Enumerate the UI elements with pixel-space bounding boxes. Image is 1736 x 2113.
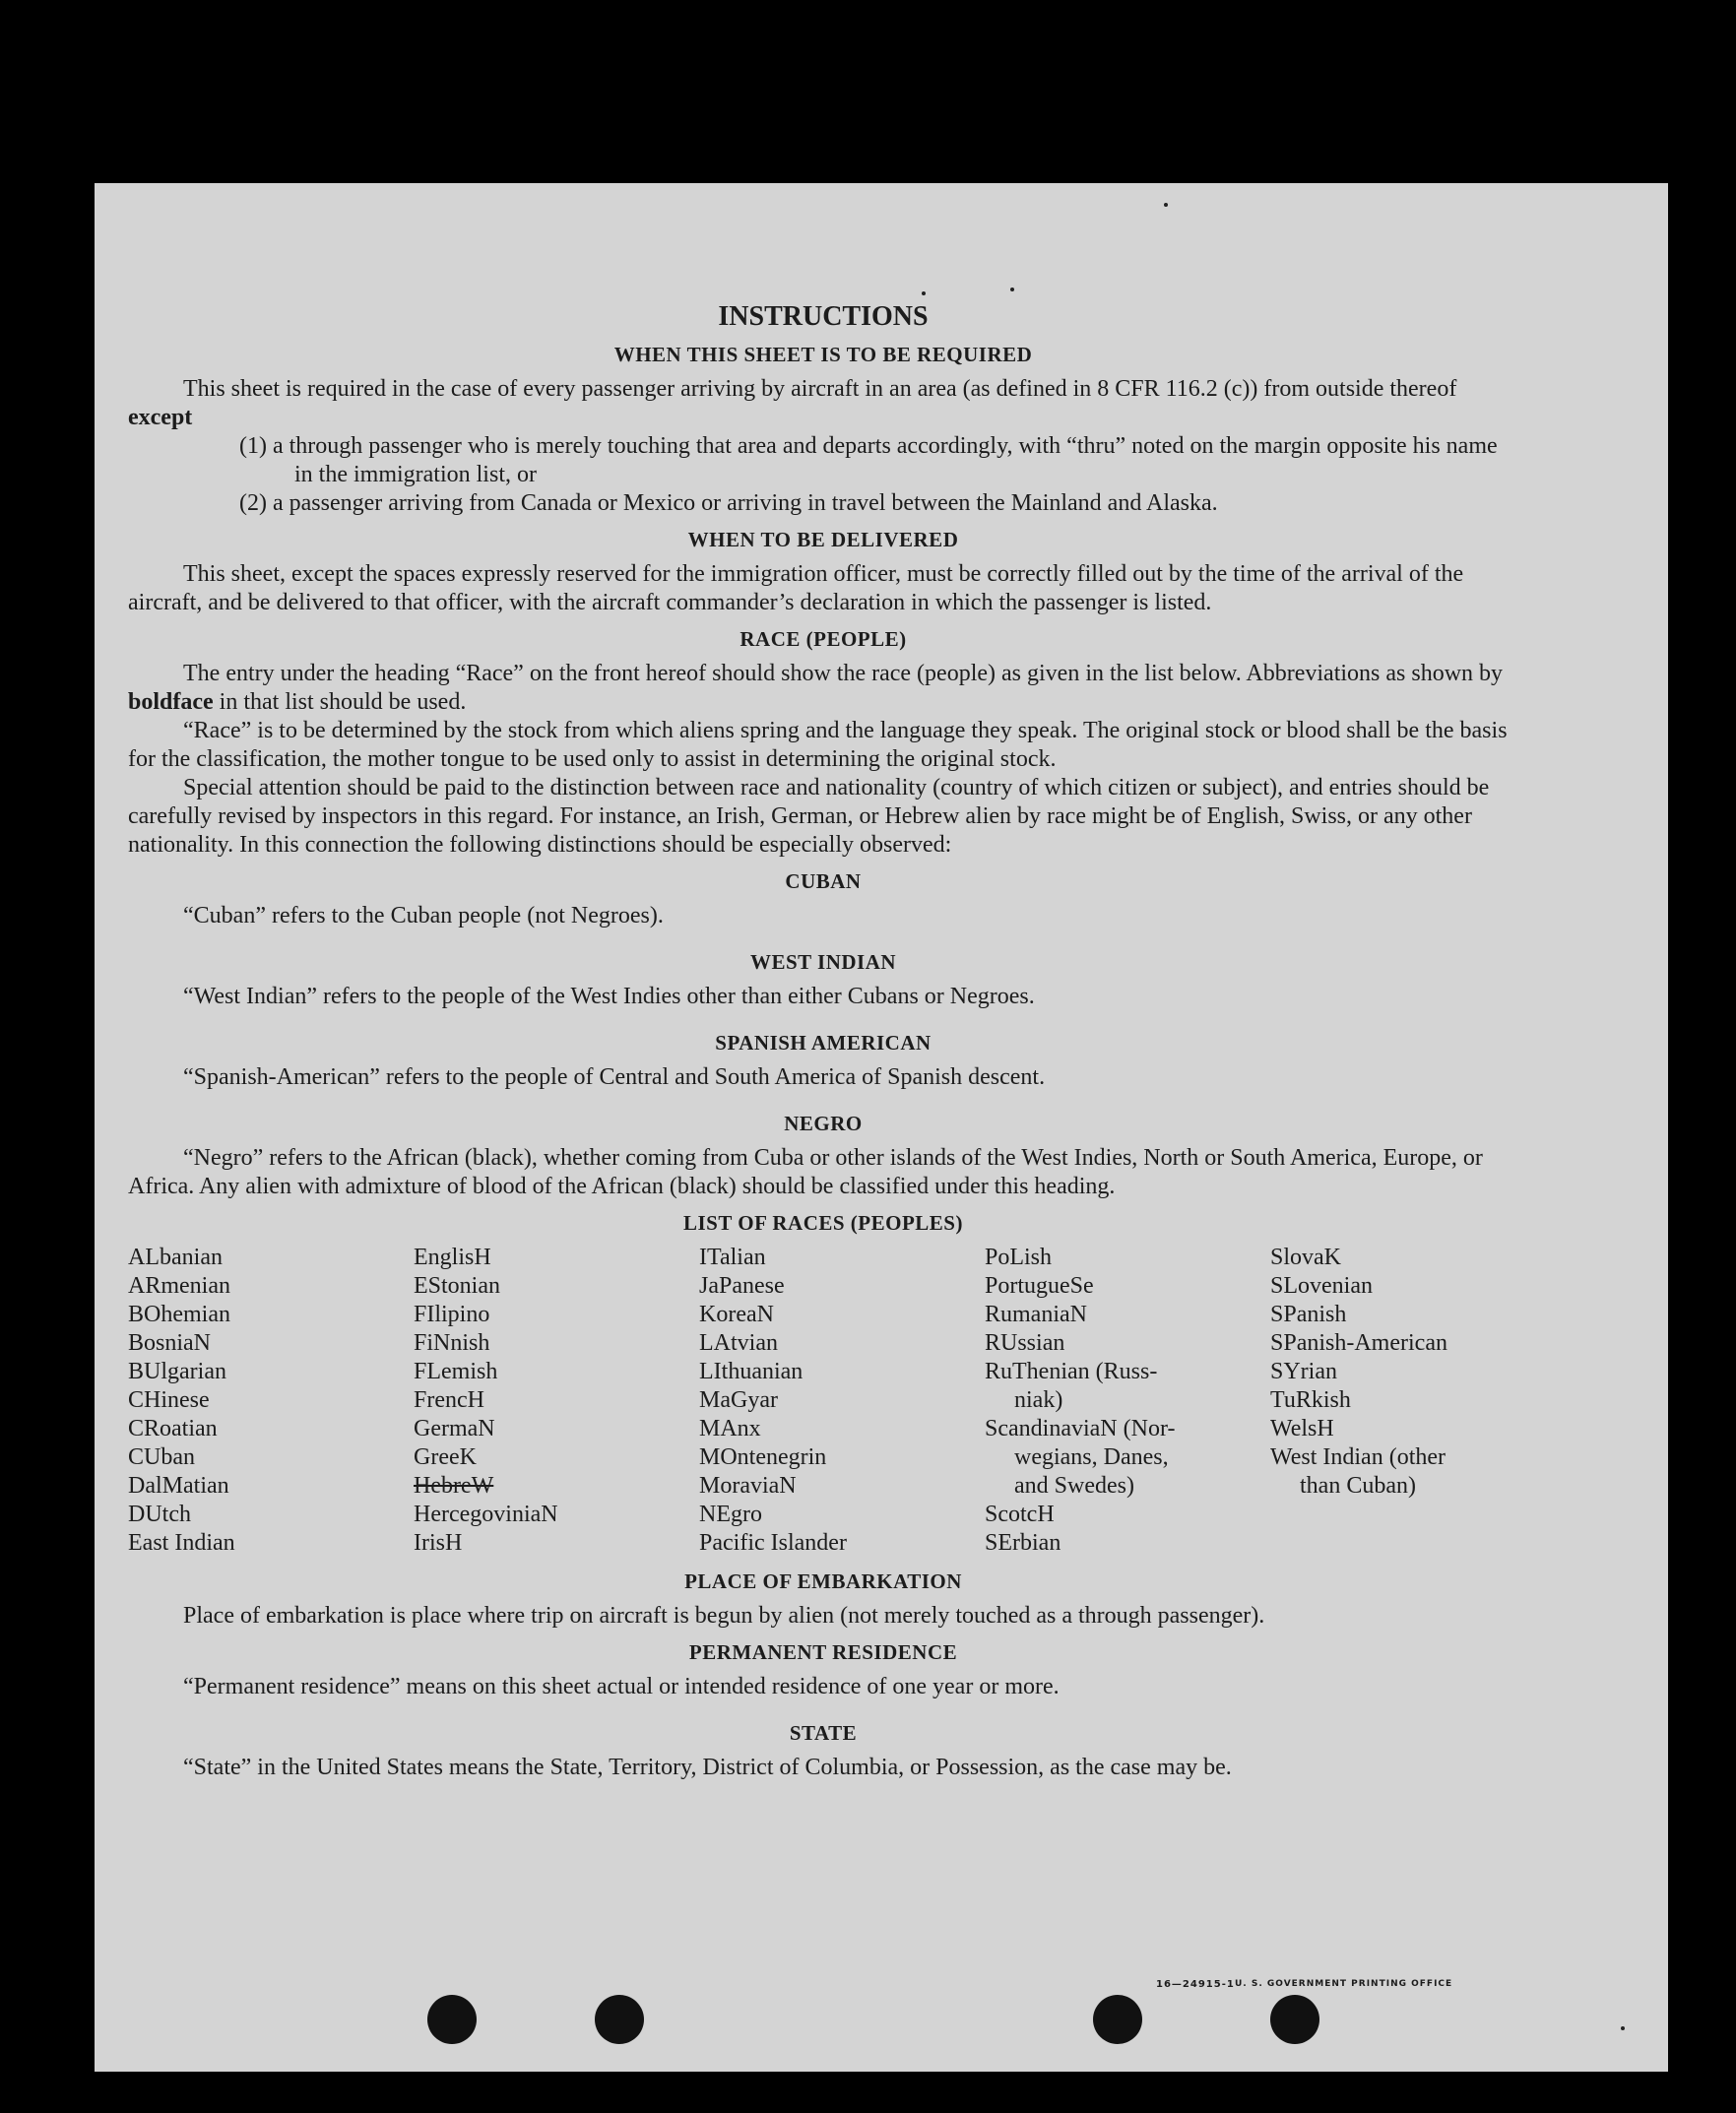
speck-mark <box>1010 288 1014 291</box>
race-item: DalMatian <box>128 1473 229 1499</box>
race-p1-boldface: boldface <box>128 689 214 715</box>
races-column-4 <box>985 1244 1270 1558</box>
race-item: Pacific Islander <box>699 1530 847 1556</box>
race-item: East Indian <box>128 1530 235 1556</box>
race-item-continued: niak) <box>1014 1387 1063 1413</box>
race-paragraph-1 <box>128 660 1518 717</box>
heading-race: RACE (PEOPLE) <box>739 627 907 651</box>
races-column-2 <box>414 1244 699 1558</box>
race-item: KoreaN <box>699 1302 774 1327</box>
heading-cuban: CUBAN <box>785 869 862 893</box>
race-item: FiNnish <box>414 1330 490 1356</box>
race-item: LIthuanian <box>699 1359 804 1384</box>
race-item: MaGyar <box>699 1387 778 1413</box>
heading-state: STATE <box>789 1721 858 1745</box>
embarkation-text: Place of embarkation is place where trip on aircraft is begun by alien (not merely touched as a through passenger). <box>183 1603 1265 1629</box>
instructions-content <box>128 301 1518 1782</box>
race-item: HercegoviniaN <box>414 1502 558 1527</box>
races-column-5 <box>1270 1244 1518 1558</box>
race-item: SLovenian <box>1270 1273 1373 1299</box>
race-item-continued: and Swedes) <box>1014 1473 1134 1499</box>
race-item: DUtch <box>128 1502 191 1527</box>
race-item: CHinese <box>128 1387 210 1413</box>
race-p1-start: The entry under the heading “Race” on the front hereof should show the race (people) as given in the list below. Abbreviations as shown by <box>183 661 1504 686</box>
delivered-paragraph: This sheet, except the spaces expressly reserved for the immigration officer, must be correctly filled out by the time of the arrival of the aircraft, and be delivered to that officer, with the aircraft commander’s declaration in which the passenger is listed. <box>128 561 1464 615</box>
punch-hole <box>1270 1995 1319 2044</box>
races-list <box>128 1244 1518 1558</box>
race-item: FLemish <box>414 1359 498 1384</box>
races-column-3 <box>699 1244 985 1558</box>
document-title: INSTRUCTIONS <box>718 301 929 332</box>
form-number: 16—24915-1 <box>1156 1979 1235 1990</box>
race-item: SPanish <box>1270 1302 1347 1327</box>
race-item: PortugueSe <box>985 1273 1094 1299</box>
race-item: MAnx <box>699 1416 761 1441</box>
race-item: NEgro <box>699 1502 762 1527</box>
race-item: CUban <box>128 1444 195 1470</box>
heading-list-of-races: LIST OF RACES (PEOPLES) <box>683 1211 963 1235</box>
race-item: RuThenian (Russ- <box>985 1359 1158 1384</box>
exception-item-1: (1) a through passenger who is merely touching that area and departs accordingly, with “thru” noted on the margin opposite his name in the immigration list, or <box>239 433 1498 487</box>
race-item: ALbanian <box>128 1245 223 1270</box>
race-item: BOhemian <box>128 1302 230 1327</box>
required-intro <box>128 375 1518 432</box>
race-item: CRoatian <box>128 1416 218 1441</box>
race-item: FrencH <box>414 1387 484 1413</box>
race-item: SErbian <box>985 1530 1061 1556</box>
race-item: ScandinaviaN (Nor- <box>985 1416 1176 1441</box>
race-p1-end: in that list should be used. <box>219 689 467 715</box>
race-item: LAtvian <box>699 1330 778 1356</box>
race-item: MOntenegrin <box>699 1444 827 1470</box>
race-paragraph-2: “Race” is to be determined by the stock from which aliens spring and the language they speak. The original stock or blood shall be the basis for the classification, the mother tongue to be used only to assist in determining the original stock. <box>128 718 1508 772</box>
race-item: PoLish <box>985 1245 1053 1270</box>
heading-west-indian: WEST INDIAN <box>749 950 897 974</box>
race-paragraph-3: Special attention should be paid to the distinction between race and nationality (country of which citizen or subject), and entries should be carefully revised by inspectors in this regard. For instance, an Irish, German, or Hebrew alien by race might be of English, Swiss, or any other nationality. In this connection the following distinctions should be especially observed: <box>128 775 1490 858</box>
race-item: WelsH <box>1270 1416 1334 1441</box>
race-item: GreeK <box>414 1444 477 1470</box>
race-item: FIlipino <box>414 1302 490 1327</box>
required-intro-text: This sheet is required in the case of every passenger arriving by aircraft in an area (as defined in 8 CFR 116.2 (c)) from outside thereof <box>183 376 1457 402</box>
race-item: TuRkish <box>1270 1387 1351 1413</box>
race-item: RumaniaN <box>985 1302 1087 1327</box>
heading-negro: NEGRO <box>784 1112 863 1135</box>
race-item: SlovaK <box>1270 1245 1341 1270</box>
race-item: GermaN <box>414 1416 495 1441</box>
race-item: SPanish-American <box>1270 1330 1447 1356</box>
race-item: ITalian <box>699 1245 766 1270</box>
race-item: RUssian <box>985 1330 1065 1356</box>
race-item: ScotcH <box>985 1502 1055 1527</box>
race-item: EnglisH <box>414 1245 491 1270</box>
residence-text: “Permanent residence” means on this sheet actual or intended residence of one year or more. <box>183 1674 1060 1699</box>
negro-text: “Negro” refers to the African (black), whether coming from Cuba or other islands of the West Indies, North or South America, Europe, or Africa. Any alien with admixture of blood of the African (black) should be classified under this heading. <box>128 1145 1483 1199</box>
race-item-continued: wegians, Danes, <box>1014 1444 1169 1470</box>
state-text: “State” in the United States means the State, Territory, District of Columbia, or Possession, as the case may be. <box>183 1755 1232 1780</box>
heading-permanent-residence: PERMANENT RESIDENCE <box>688 1640 958 1664</box>
cuban-text: “Cuban” refers to the Cuban people (not Negroes). <box>183 903 664 928</box>
west-indian-text: “West Indian” refers to the people of the West Indies other than either Cubans or Negroes. <box>183 984 1035 1009</box>
document-sheet <box>95 183 1668 2072</box>
race-item: SYrian <box>1270 1359 1337 1384</box>
race-item: BUlgarian <box>128 1359 226 1384</box>
races-column-1 <box>128 1244 414 1558</box>
race-item: IrisH <box>414 1530 463 1556</box>
race-item: BosniaN <box>128 1330 211 1356</box>
punch-hole <box>427 1995 477 2044</box>
race-item-continued: than Cuban) <box>1300 1473 1416 1499</box>
heading-when-required: WHEN THIS SHEET IS TO BE REQUIRED <box>613 343 1033 366</box>
exception-item-2: (2) a passenger arriving from Canada or Mexico or arriving in travel between the Mainland and Alaska. <box>239 490 1218 516</box>
race-item: West Indian (other <box>1270 1444 1447 1470</box>
spanish-american-text: “Spanish-American” refers to the people of Central and South America of Spanish descent. <box>183 1064 1046 1090</box>
heading-when-delivered: WHEN TO BE DELIVERED <box>687 528 959 551</box>
race-item: EStonian <box>414 1273 500 1299</box>
punch-hole <box>1093 1995 1142 2044</box>
race-item: ARmenian <box>128 1273 230 1299</box>
speck-mark <box>1164 203 1168 207</box>
speck-mark <box>1621 2026 1625 2030</box>
required-except: except <box>128 405 193 430</box>
heading-spanish-american: SPANISH AMERICAN <box>715 1031 932 1055</box>
race-item: JaPanese <box>699 1273 785 1299</box>
race-item-struck: HebreW <box>414 1473 494 1499</box>
speck-mark <box>922 291 926 295</box>
punch-hole <box>595 1995 644 2044</box>
printer-imprint: U. S. GOVERNMENT PRINTING OFFICE <box>1235 1979 1453 1989</box>
heading-place-of-embarkation: PLACE OF EMBARKATION <box>684 1569 962 1593</box>
race-item: MoraviaN <box>699 1473 797 1499</box>
